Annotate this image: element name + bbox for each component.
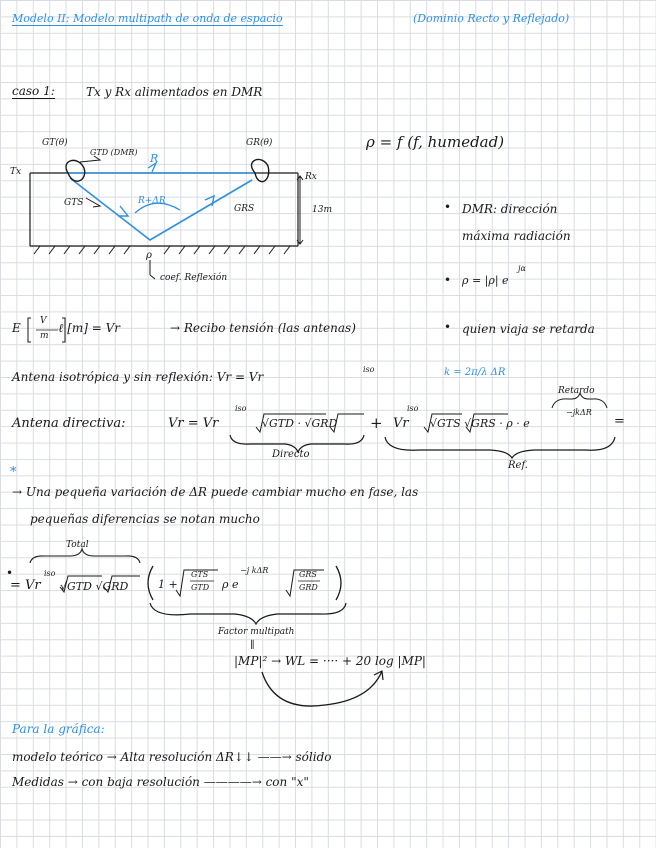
directive-roots1: √GTD · √GRD [262, 417, 338, 430]
total-roots: √GTD √GRD [60, 580, 129, 593]
directive-retardo: Retardo [558, 386, 595, 396]
efield-unit-m: m [40, 331, 49, 341]
directive-label: Antena directiva: [12, 416, 126, 431]
reflected-ray [70, 178, 255, 240]
directive-ref: Ref. [508, 460, 528, 471]
brace-factor [150, 603, 346, 624]
case-label: caso 1: [12, 84, 55, 98]
page-title: Modelo II: Modelo multipath de onda de espacio [12, 12, 283, 25]
label-rx: Rx [305, 172, 317, 182]
label-height: 13m [312, 205, 332, 215]
bullet-rho-sup: jα [518, 264, 526, 273]
bullet-dmr-line1: DMR: dirección [462, 202, 558, 216]
directive-sup2: iso [407, 404, 419, 413]
bullet-dot-2: • [444, 273, 452, 287]
total-frac-num-2: GRS [299, 570, 317, 579]
bullet-dot-1: • [444, 200, 452, 214]
efield-equation: E ℓ [m] = Vr [12, 321, 121, 335]
rho-equation: ρ = f (f, humedad) [366, 133, 505, 151]
grafica-title: Para la gráfica: [12, 722, 105, 736]
label-gts: GTS [64, 198, 84, 208]
total-paren: 1 + [158, 578, 178, 591]
mp-loop-arrow [262, 671, 382, 706]
label-rho: ρ [146, 250, 152, 261]
grafica-line-2: Medidas → con baja resolución ————→ con "x" [12, 775, 309, 789]
bullet-rho-polar: ρ = |ρ| e [462, 274, 509, 287]
brace-total [30, 549, 140, 563]
total-dot: • [6, 566, 14, 580]
rx-antenna-pattern [252, 160, 269, 182]
star-mark: * [10, 465, 17, 480]
ground-hatching [34, 246, 290, 254]
paren-right [336, 566, 341, 600]
bullet-dmr-line2: máxima radiación [462, 229, 571, 243]
total-frac-num-1: GTS [191, 570, 209, 579]
directive-vr: Vr = Vr [168, 416, 219, 431]
isotropic-sup: iso [363, 365, 375, 374]
directive-directo: Directo [272, 449, 310, 460]
total-label: Total [66, 540, 89, 550]
directive-vr2: Vr [393, 416, 409, 431]
brace-reflected [385, 437, 615, 458]
factor-multipath-label: Factor multipath [218, 627, 295, 637]
directive-plus: + [370, 414, 383, 432]
directive-equals: = [614, 414, 625, 429]
bullet-dot-3: • [444, 320, 452, 334]
reflected-ray-arrow-1 [118, 206, 128, 216]
efield-unit-v: V [40, 316, 47, 326]
label-gt-theta: GT(θ) [42, 138, 68, 148]
label-tx: Tx [10, 167, 22, 177]
total-exp: −j kΔR [240, 566, 269, 575]
bullet-retarda: quien viaja se retarda [462, 322, 595, 336]
label-grs: GRS [234, 204, 255, 214]
mp-equation: |MP|² → WL = ···· + 20 log |MP| [234, 654, 426, 668]
efield-note: → Recibo tensión (las antenas) [170, 321, 356, 335]
efield-rest: ℓ [m] = Vr [58, 321, 121, 335]
case-text: Tx y Rx alimentados en DMR [86, 85, 263, 99]
total-sup: iso [44, 569, 56, 578]
isotropic-equation: Antena isotrópica y sin reflexión: Vr = Vr [12, 370, 264, 384]
total-rho-e: ρ e [222, 578, 239, 591]
tx-antenna-pattern [66, 160, 85, 181]
directive-exp: −jkΔR [566, 408, 592, 417]
page-subtitle: (Dominio Recto y Reflejado) [413, 12, 570, 25]
total-eq: = Vr [10, 578, 41, 593]
label-coef-reflexion: coef. Reflexión [160, 273, 228, 283]
total-frac-den-2: GRD [299, 583, 318, 592]
note-line-1: → Una pequeña variación de ΔR puede cambiar mucho en fase, las [12, 485, 419, 499]
parallel-mark: ∥ [250, 640, 255, 651]
label-r-plus-dr: R+ΔR [138, 196, 166, 206]
directive-sup1: iso [235, 404, 247, 413]
label-gtd: GTD (DMR) [90, 148, 138, 157]
label-gr-theta: GR(θ) [246, 138, 273, 148]
paren-left [148, 566, 153, 600]
k-note: k = 2π/λ ΔR [444, 367, 506, 378]
label-r: R [150, 152, 159, 165]
grafica-line-1: modelo teórico → Alta resolución ΔR↓↓ ——→ sólido [12, 750, 332, 764]
note-line-2: pequeñas diferencias se notan mucho [30, 512, 260, 526]
total-frac-den-1: GTD [191, 583, 210, 592]
directive-roots2: √GTS √GRS · ρ · e [430, 417, 530, 430]
